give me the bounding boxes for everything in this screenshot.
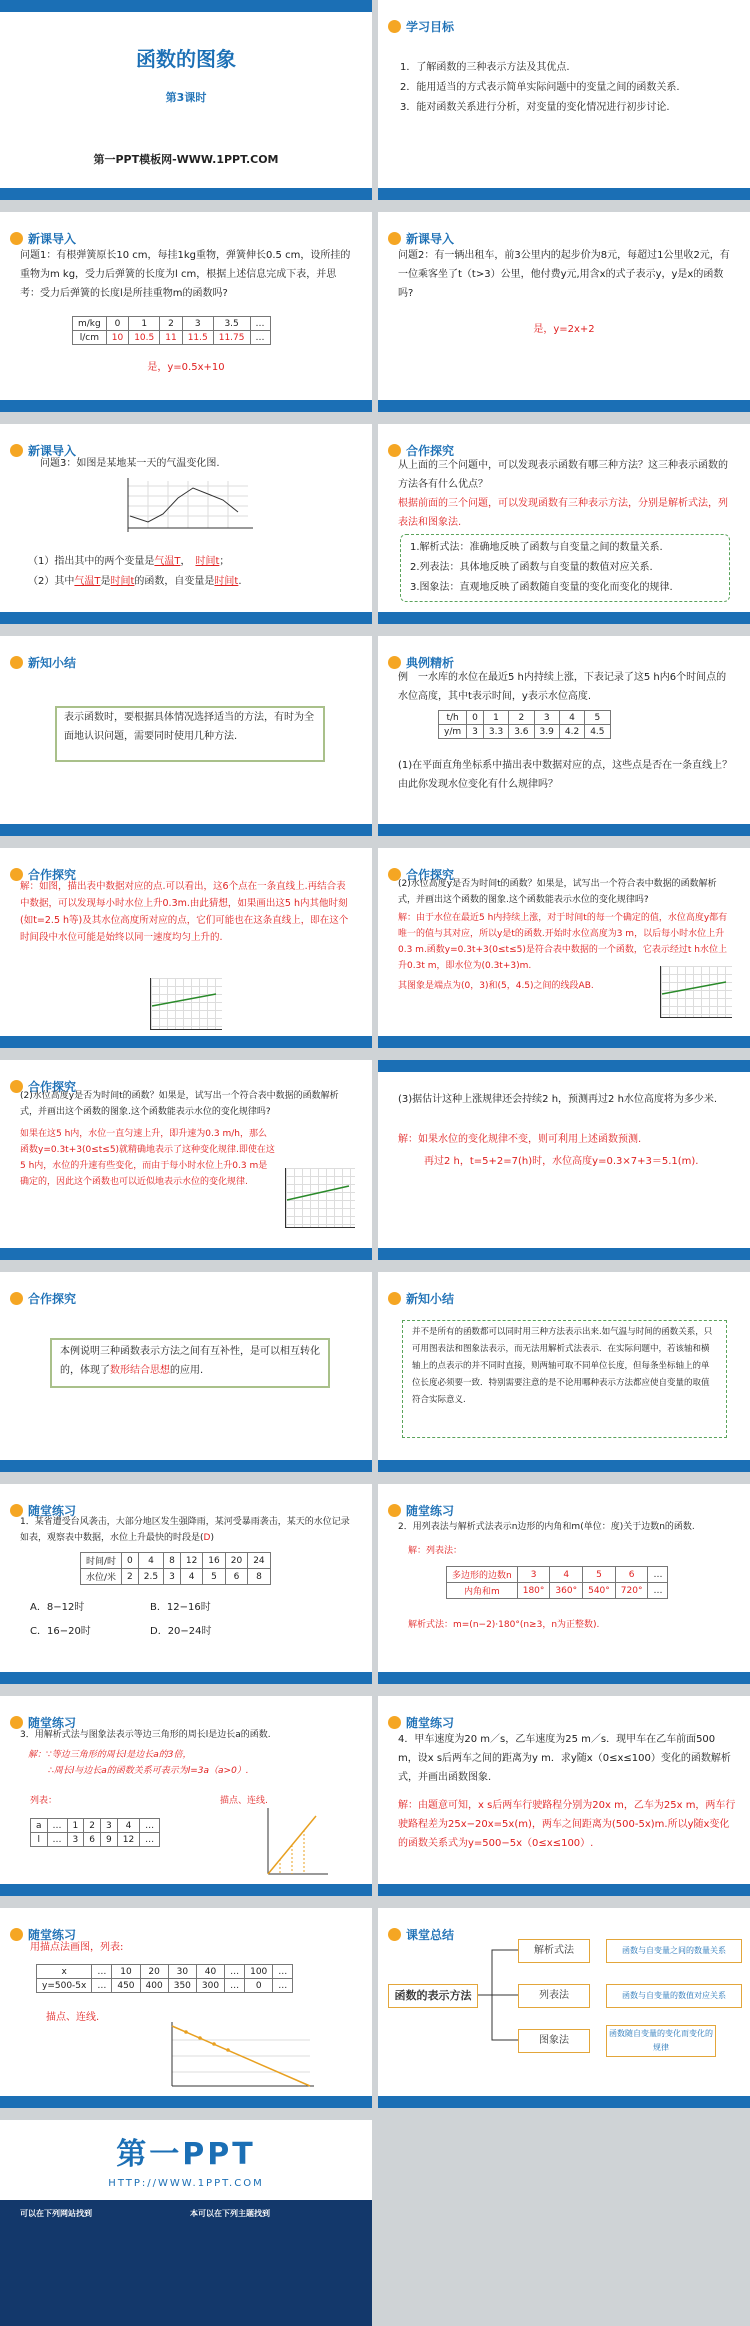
temperature-graph (118, 476, 258, 538)
slide-exercise5[interactable] (0, 1908, 372, 2108)
summary-text: 表示函数时，要根据具体情况选择适当的方法，有时为全面地认识问题，需要同时使用几种方法. (64, 712, 314, 742)
star-icon (388, 20, 401, 33)
header: 新知小结 (10, 654, 76, 671)
site-text: 第一PPT模板网-WWW.1PPT.COM (93, 153, 279, 166)
method-1: 1.解析式法：准确地反映了函数与自变量之间的数量关系. (410, 542, 663, 553)
solution-text: 如果在这5 h内，水位一直匀速上升，即升速为0.3 m/h，那么函数y=0.3t+3(0≤t≤5)就精确地表示了这种变化规律.即使在这5 h内，水位的升速有些变化，而由于每小时水位上升0.3 m是确定的，因此这个函数也可以近似地表示水位的变化规律. (20, 1129, 275, 1187)
header: 随堂练习 (10, 1502, 76, 1519)
header: 新知小结 (388, 1290, 454, 1307)
slide-solution3[interactable] (0, 1060, 372, 1260)
header: 随堂练习 (10, 1926, 76, 1943)
perimeter-table: a … 1 2 3 4 … l … 3 6 9 12 … (30, 1818, 160, 1847)
option-a[interactable]: A．8−12时 (30, 1602, 85, 1613)
solution-line-1: 解：∵等边三角形的周长l是边长a的3倍， (28, 1750, 192, 1760)
slide-explore[interactable] (0, 1272, 372, 1472)
branch-table: 列表法 (518, 1984, 590, 2008)
bottom-bar (378, 400, 750, 412)
note-text: 本例说明三种函数表示方法之间有互补性，是可以相互转化的，体现了数形结合思想的应用. (60, 1346, 320, 1376)
slide-exercise1[interactable] (0, 1484, 372, 1684)
bulb-icon (10, 232, 23, 245)
header: 随堂练习 (388, 1502, 454, 1519)
header: 合作探究 (10, 1078, 76, 1095)
slide-q3[interactable] (0, 424, 372, 624)
data-table: 时间/时 0 4 8 12 16 20 24 水位/米 2 2.5 3 4 5 6 8 (80, 1552, 271, 1585)
question-text: 4．甲车速度为20 m／s，乙车速度为25 m／s．现甲车在乙车前面500 m，设x s后两车之间的距离为y m．求y随x（0≤x≤100）变化的函数解析式，并画出函数图象. (398, 1734, 731, 1783)
water-line (660, 966, 732, 1018)
header: 随堂练习 (10, 1714, 76, 1731)
table-label: 用描点法画图，列表: (30, 1942, 124, 1953)
plot-label: 描点、连线. (46, 2012, 100, 2023)
question-text: 问题1：有根弹簧原长10 cm，每挂1kg重物，弹簧伸长0.5 cm，设所挂的重物为m kg，受力后弹簧的长度为l cm，根据上述信息完成下表，并思考：受力后弹簧的长度l是所挂重物m的函数吗? (20, 250, 351, 299)
logo-url[interactable]: HTTP://WWW.1PPT.COM (108, 2178, 264, 2189)
header: 合作探究 (10, 1290, 76, 1307)
pencil-icon (388, 1716, 401, 1729)
question-text: (2)水位高度y是否为时间t的函数？如果是，试写出一个符合表中数据的函数解析式，并画出这个函数的图象.这个函数能表示水位的变化规律吗? (398, 879, 717, 905)
temperature-curve (130, 488, 238, 522)
solution-text: 解：如图，描出表中数据对应的点.可以看出，这6个点在一条直线上.再结合表中数据，可以发现每小时水位上升0.3m.由此猜想，如果画出这5 h内其他时刻(如t=2.5 h等)及其水位高度所对应的点，它们可能也在这条直线上，即在这个时间段中水位可能是始终以同一速度均匀上升的. (20, 881, 349, 943)
solution-line-2: ∴周长l与边长a的函数关系可表示为l=3a（a>0）. (48, 1766, 249, 1776)
header: 典例精析 (388, 654, 454, 671)
branch-formula: 解析式法 (518, 1939, 590, 1963)
question-text: (1)在平面直角坐标系中描出表中数据对应的点，这些点是否在一条直线上？由此你发现水位变化有什么规律吗？ (398, 760, 733, 790)
logo: 第一PPT (116, 2137, 256, 2172)
solution-line-1: 解：如果水位的变化规律不变，则可利用上述函数预测. (398, 1134, 642, 1145)
slide-credits[interactable] (0, 2120, 372, 2326)
bottom-bar (378, 1248, 750, 1260)
solution-text: 解：由于水位在最近5 h内持续上涨，对于时间t的每一个确定的值，水位高度y都有唯一的值与其对应，所以y是t的函数.开始时水位高度为3 m，以后每小时水位上升0.3 m.函数y=0.3t+3(0≤t≤5)是符合表中数据的一个函数，它表示经过t h水位上升0.3t m，即水位为(0.3t+3)m. (398, 913, 728, 971)
bottom-bar (0, 1672, 372, 1684)
polygon-table: 多边形的边数n 3 4 5 6 … 内角和m 180° 360° 540° 720° … (446, 1566, 668, 1599)
bottom-bar (0, 188, 372, 200)
bottom-bar (0, 824, 372, 836)
data-table: t/h 0 1 2 3 4 5 y/m 3 3.3 3.6 3.9 4.2 4.5 (438, 710, 611, 739)
slide-summary1[interactable] (0, 636, 372, 836)
slide-exercise4[interactable] (378, 1696, 750, 1896)
solution-text: 解：由题意可知，x s后两车行驶路程分别为20x m，乙车为25x m，两车行驶路程差为25x−20x=5x(m)，两车之间距离为(500-5x)m.所以y随x变化的函数关系式为y=500−5x（0≤x≤100）. (398, 1800, 736, 1849)
detail-formula: 函数与自变量之间的数量关系 (606, 1939, 742, 1963)
slide-title[interactable] (0, 0, 372, 200)
slide-solution2[interactable] (378, 848, 750, 1048)
bottom-bar (0, 1036, 372, 1048)
branch-graph: 图象法 (518, 2029, 590, 2053)
slide-subtitle: 第3课时 (165, 91, 207, 104)
header: 合作探究 (388, 866, 454, 883)
connectors (478, 1938, 518, 2068)
bottom-bar (378, 824, 750, 836)
question-text: 问题3：如图是某地某一天的气温变化图. (40, 458, 220, 469)
bottom-bar (0, 2096, 372, 2108)
root-node: 函数的表示方法 (388, 1984, 478, 2008)
header: 课堂总结 (388, 1926, 454, 1943)
option-b[interactable]: B．12−16时 (150, 1602, 211, 1613)
header: 合作探究 (388, 442, 454, 459)
slide-predict[interactable] (378, 1060, 750, 1260)
answer: 是，y=0.5x+10 (147, 362, 225, 373)
bottom-bar (0, 612, 372, 624)
water-line (150, 978, 222, 1030)
slide-summary2[interactable] (378, 1272, 750, 1472)
question-text: 从上面的三个问题中，可以发现表示函数有哪三种方法？这三种表示函数的方法各有什么优点？ (398, 460, 728, 490)
solution-text-2: 其图象是端点为(0，3)和(5，4.5)之间的线段AB. (398, 981, 594, 991)
example-text: 例 一水库的水位在最近5 h内持续上涨，下表记录了这5 h内6个时间点的水位高度，其中t表示时间，y表示水位高度. (398, 672, 727, 702)
method-2: 2.列表法：具体地反映了函数与自变量的数值对应关系. (410, 562, 653, 573)
sub-question-1: （1）指出其中的两个变量是气温T， 时间t； (28, 556, 230, 567)
formula-text: 解析式法：m=(n−2)·180°(n≥3，n为正整数). (408, 1620, 600, 1630)
question-text: 1．某省遭受台风袭击，大部分地区发生强降雨，某河受暴雨袭击，某天的水位记录如表，观察表中数据，水位上升最快的时段是(D) (20, 1517, 350, 1543)
distance-table: x … 10 20 30 40 … 100 … y=500-5x … 450 400 350 300 … 0 … (36, 1964, 293, 1993)
answer: 根据前面的三个问题，可以发现函数有三种表示方法，分别是解析式法，列表法和图象法. (398, 498, 728, 528)
slide-title-text: 函数的图象 (136, 47, 236, 71)
slide-q2[interactable] (378, 212, 750, 412)
question-text: (2)水位高度y是否为时间t的函数？如果是，试写出一个符合表中数据的函数解析式，并画出这个函数的图象.这个函数能表示水位的变化规律吗? (20, 1091, 339, 1117)
method-3: 3.图象法：直观地反映了函数随自变量的变化而变化的规律. (410, 582, 673, 593)
header: 学习目标 (388, 18, 454, 35)
bottom-bar (0, 1460, 372, 1472)
bottom-bar (0, 400, 372, 412)
option-d[interactable]: D．20−24时 (150, 1626, 212, 1637)
goal-3: 3．能对函数关系进行分析，对变量的变化情况进行初步讨论. (400, 102, 670, 113)
detail-table: 函数与自变量的数值对应关系 (606, 1984, 742, 2008)
bottom-bar (378, 612, 750, 624)
slide-review[interactable] (378, 1908, 750, 2108)
question-text: 3．用解析式法与图象法表示等边三角形的周长l是边长a的函数. (20, 1730, 271, 1740)
note-text: 并不是所有的函数都可以同时用三种方法表示出来.如气温与时间的函数关系，只可用图表法和图象法表示，而无法用解析式法表示．在实际问题中，若该轴和横轴上的点表示的并不同时直接，则两轴可取不同单位长度，但每条坐标轴上的单位长度必须要一致．特别需要注意的是不论用哪种表示方法都应使自变量的取值符合实际意义. (412, 1327, 713, 1405)
bulb-icon (388, 232, 401, 245)
table-label: 列表： (30, 1796, 58, 1806)
slide-example[interactable] (378, 636, 750, 836)
header: 随堂练习 (388, 1714, 454, 1731)
distance-graph (160, 2020, 320, 2094)
book-icon (10, 656, 23, 669)
header: 合作探究 (10, 866, 76, 883)
bottom-bar (0, 1884, 372, 1896)
goal-2: 2．能用适当的方式表示简单实际问题中的变量之间的函数关系. (400, 82, 680, 93)
bottom-bar (378, 188, 750, 200)
header: 新课导入 (388, 230, 454, 247)
plot-label: 描点、连线. (220, 1796, 268, 1806)
pencil-icon (10, 1928, 23, 1941)
links-heading-1: 可以在下列网站找到 (20, 2209, 92, 2218)
data-table: m/kg 0 1 2 3 3.5 … l/cm 10 10.5 11 11.5 11.75 … (72, 316, 271, 345)
bottom-bar (378, 1884, 750, 1896)
header: 新课导入 (10, 442, 76, 459)
bottom-bar (378, 1672, 750, 1684)
sub-question-2: （2）其中气温T是时间t的函数，自变量是时间t. (28, 576, 242, 587)
links-heading-2: 本可以在下列主题找到 (190, 2209, 270, 2218)
slide-exercise3[interactable] (0, 1696, 372, 1896)
detail-graph: 函数随自变量的变化而变化的规律 (606, 2025, 716, 2057)
slide-solution1[interactable] (0, 848, 372, 1048)
bottom-bar (378, 1460, 750, 1472)
top-bar (0, 0, 372, 12)
handshake-icon (10, 1292, 23, 1305)
goal-1: 1．了解函数的三种表示方法及其优点. (400, 62, 570, 73)
header: 新课导入 (10, 230, 76, 247)
slide-q1[interactable] (0, 212, 372, 412)
top-bar (378, 1060, 750, 1072)
option-c[interactable]: C．16−20时 (30, 1626, 91, 1637)
perimeter-graph (262, 1804, 332, 1880)
bottom-bar (378, 2096, 750, 2108)
bottom-bar (378, 1036, 750, 1048)
slide-goals[interactable] (378, 0, 750, 200)
slide-methods[interactable] (378, 424, 750, 624)
book-icon (388, 1928, 401, 1941)
solution-line-2: 再过2 h，t=5+2=7(h)时，水位高度y=0.3×7+3＝5.1(m). (424, 1156, 699, 1167)
question-text: (3)据估计这种上涨规律还会持续2 h，预测再过2 h水位高度将为多少米. (398, 1094, 718, 1105)
answer: 是，y=2x+2 (533, 324, 595, 335)
question-text: 2．用列表法与解析式法表示n边形的内角和m(单位：度)关于边数n的函数. (398, 1522, 695, 1532)
question-text: 问题2：有一辆出租车，前3公里内的起步价为8元，每超过1公里收2元，有一位乘客坐了t（t>3）公里，他付费y元,用含x的式子表示y，y是x的函数吗? (398, 250, 730, 299)
pencil-icon (388, 1504, 401, 1517)
bottom-bar (0, 1248, 372, 1260)
book-icon (388, 1292, 401, 1305)
list-label: 解：列表法： (408, 1546, 463, 1556)
bulb-icon (10, 444, 23, 457)
water-line (285, 1168, 355, 1228)
slide-exercise2[interactable] (378, 1484, 750, 1684)
